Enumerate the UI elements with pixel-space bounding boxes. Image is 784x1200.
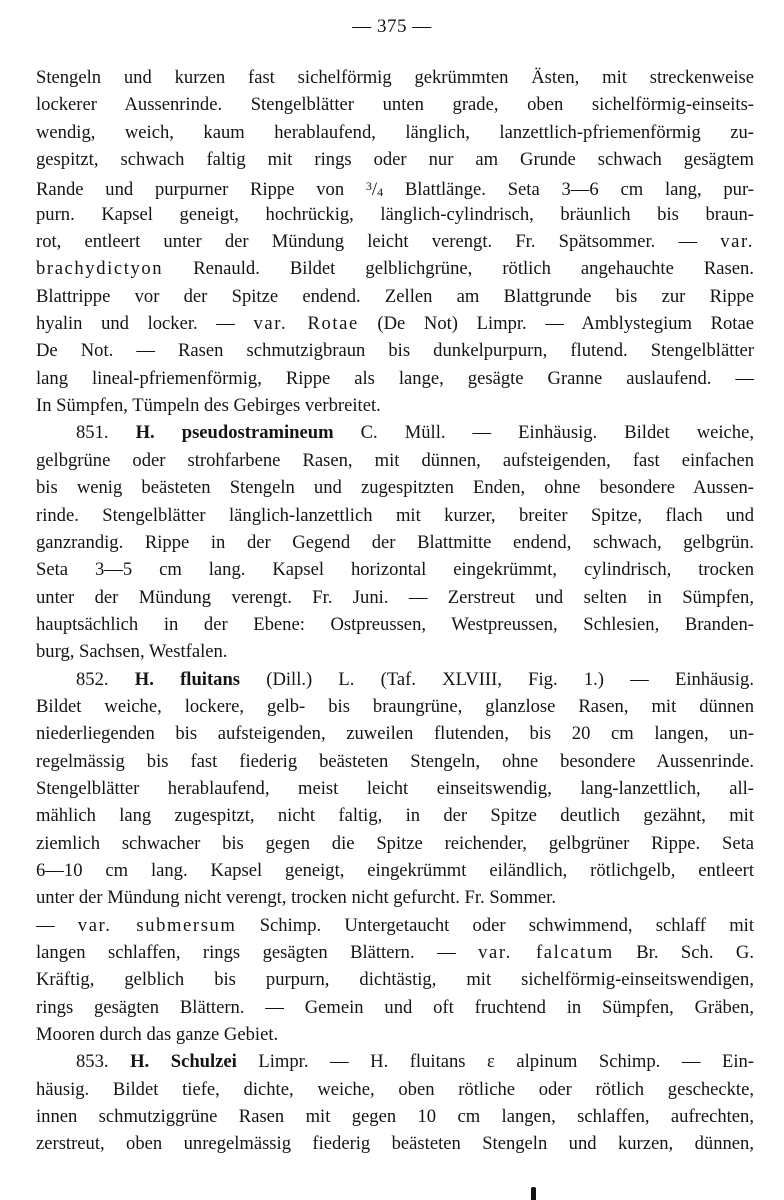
text-line: purn. Kapsel geneigt, hochrückig, länglich-cylindrisch, bräunlich bis braun- bbox=[36, 203, 754, 225]
text-line: Stengeln und kurzen fast sichelförmig gekrümmten Ästen, mit streckenweise bbox=[36, 67, 754, 88]
text-line: niederliegenden bis aufsteigenden, zuweilen flutenden, bis 20 cm langen, un- bbox=[36, 723, 754, 745]
text-line: ganzrandig. Rippe in der Gegend der Blattmitte endend, schwach, gelbgrün. bbox=[36, 531, 754, 553]
text-run: Rande und purpurner Rippe von bbox=[36, 179, 366, 201]
text-line: lang lineal-pfriemenförmig, Rippe als lange, gesägte Granne auslaufend. — bbox=[36, 367, 754, 389]
text-line: Bildet weiche, lockere, gelb- bis braungrüne, glanzlose Rasen, mit dünnen bbox=[36, 695, 754, 717]
body-text bbox=[36, 64, 754, 1158]
text-run: Br. Sch. G. bbox=[613, 942, 754, 963]
text-line: regelmässig bis fast fiederig beästeten Stengeln, ohne besondere Aussenrinde. bbox=[36, 750, 754, 772]
fraction-numerator: 3 bbox=[365, 179, 372, 194]
variety-name: var. Rotae bbox=[253, 313, 359, 335]
text-line: rinde. Stengelblätter länglich-lanzettlich mit kurzer, breiter Spitze, flach und bbox=[36, 504, 754, 526]
entry-number: 851. bbox=[76, 422, 136, 444]
text-line: häusig. Bildet tiefe, dichte, weiche, oben rötliche oder rötlich gescheckte, bbox=[36, 1078, 754, 1100]
text-line: Mooren durch das ganze Gebiet. bbox=[36, 1024, 279, 1046]
page-number: — 375 — bbox=[352, 16, 432, 37]
text-line: unter der Mündung verengt. Fr. Juni. — Zerstreut und selten in Sümpfen, bbox=[36, 586, 754, 608]
species-name: H. Schulzei bbox=[130, 1051, 237, 1073]
text-line bbox=[36, 310, 754, 337]
text-line bbox=[36, 939, 754, 966]
text-run: hyalin und locker. — bbox=[36, 313, 254, 335]
text-line: gespitzt, schwach faltig mit rings oder nur am Grunde schwach gesägtem bbox=[36, 149, 754, 171]
fraction-denominator: 4 bbox=[377, 185, 384, 200]
entry-number: 852. bbox=[76, 668, 135, 690]
text-line: Stengelblätter herablaufend, meist leicht einseitswendig, lang-lanzettlich, all- bbox=[36, 777, 754, 799]
text-run: — bbox=[36, 914, 78, 936]
text-run: (De Not) Limpr. — Amblystegium Rotae bbox=[358, 313, 754, 335]
text-line bbox=[36, 255, 754, 282]
text-run: rot, entleert unter der Mündung leicht verengt. Fr. Spätsommer. — bbox=[36, 231, 721, 253]
text-line: Blattrippe vor der Spitze endend. Zellen am Blattgrunde bis zur Rippe bbox=[36, 285, 754, 307]
text-run: langen schlaffen, rings gesägten Blättern. — bbox=[36, 942, 479, 963]
entry-number: 853. bbox=[76, 1051, 131, 1073]
text-line: mählich lang zugespitzt, nicht faltig, in der Spitze deutlich gezähnt, mit bbox=[36, 805, 754, 827]
text-line: unter der Mündung nicht verengt, trocken nicht gefurcht. Fr. Sommer. bbox=[36, 887, 556, 909]
variety-name: var. submersum bbox=[77, 914, 237, 936]
text-line: zerstreut, oben unregelmässig fiederig beästeten Stengeln und kurzen, dünnen, bbox=[36, 1133, 754, 1155]
text-line: rings gesägten Blättern. — Gemein und oft fruchtend in Sümpfen, Gräben, bbox=[36, 996, 754, 1018]
variety-name: brachydictyon bbox=[36, 258, 164, 280]
text-run: Blattlänge. Seta 3—6 cm lang, pur- bbox=[383, 179, 754, 201]
text-line: lockerer Aussenrinde. Stengelblätter unten grade, oben sichelförmig-einseits- bbox=[36, 94, 754, 116]
text-line: bis wenig beästeten Stengeln und zugespitzten Enden, ohne besondere Aussen- bbox=[36, 477, 754, 499]
text-line: wendig, weich, kaum herablaufend, länglich, lanzettlich-pfriemenförmig zu- bbox=[36, 121, 754, 143]
text-line: gelbgrüne oder strohfarbene Rasen, mit dünnen, aufsteigenden, fast einfachen bbox=[36, 449, 754, 471]
text-line: In Sümpfen, Tümpeln des Gebirges verbreitet. bbox=[36, 395, 381, 417]
species-name: H. pseudostramineum bbox=[135, 422, 334, 444]
variety-name: var. bbox=[720, 231, 754, 253]
species-entry-heading bbox=[36, 419, 754, 446]
text-line: Kräftig, gelblich bis purpurn, dichtästig, mit sichelförmig-einseitswendigen, bbox=[36, 969, 754, 991]
fraction-slash: / bbox=[371, 179, 378, 201]
text-line bbox=[36, 228, 754, 255]
text-line: Seta 3—5 cm lang. Kapsel horizontal eingekrümmt, cylindrisch, trocken bbox=[36, 559, 754, 581]
text-line: 6—10 cm lang. Kapsel geneigt, eingekrümmt eiländlich, rötlichgelb, entleert bbox=[36, 859, 754, 881]
text-line bbox=[36, 173, 754, 200]
text-run: Limpr. — H. fluitans ε alpinum Schimp. — Ein- bbox=[236, 1051, 755, 1073]
species-entry-heading bbox=[36, 1048, 754, 1075]
print-edge-mark bbox=[531, 1187, 536, 1200]
species-name: H. fluitans bbox=[134, 668, 241, 690]
text-line: hauptsächlich in der Ebene: Ostpreussen, Westpreussen, Schlesien, Branden- bbox=[36, 613, 754, 635]
text-run: C. Müll. — Einhäusig. Bildet weiche, bbox=[333, 422, 755, 444]
variety-name: var. falcatum bbox=[478, 942, 614, 963]
species-entry-heading bbox=[36, 666, 754, 693]
text-line bbox=[36, 912, 754, 939]
text-run: (Dill.) L. (Taf. XLVIII, Fig. 1.) — Einhäusig. bbox=[240, 668, 754, 690]
text-run: Renauld. Bildet gelblichgrüne, rötlich angehauchte Rasen. bbox=[163, 258, 754, 280]
text-line: De Not. — Rasen schmutzigbraun bis dunkelpurpurn, flutend. Stengelblätter bbox=[36, 340, 754, 362]
text-run: Schimp. Untergetaucht oder schwimmend, schlaff mit bbox=[236, 914, 754, 936]
text-line: burg, Sachsen, Westfalen. bbox=[36, 641, 228, 663]
text-line: innen schmutziggrüne Rasen mit gegen 10 cm langen, schlaffen, aufrechten, bbox=[36, 1106, 754, 1128]
text-line: ziemlich schwacher bis gegen die Spitze reichender, gelbgrüner Rippe. Seta bbox=[36, 832, 754, 854]
